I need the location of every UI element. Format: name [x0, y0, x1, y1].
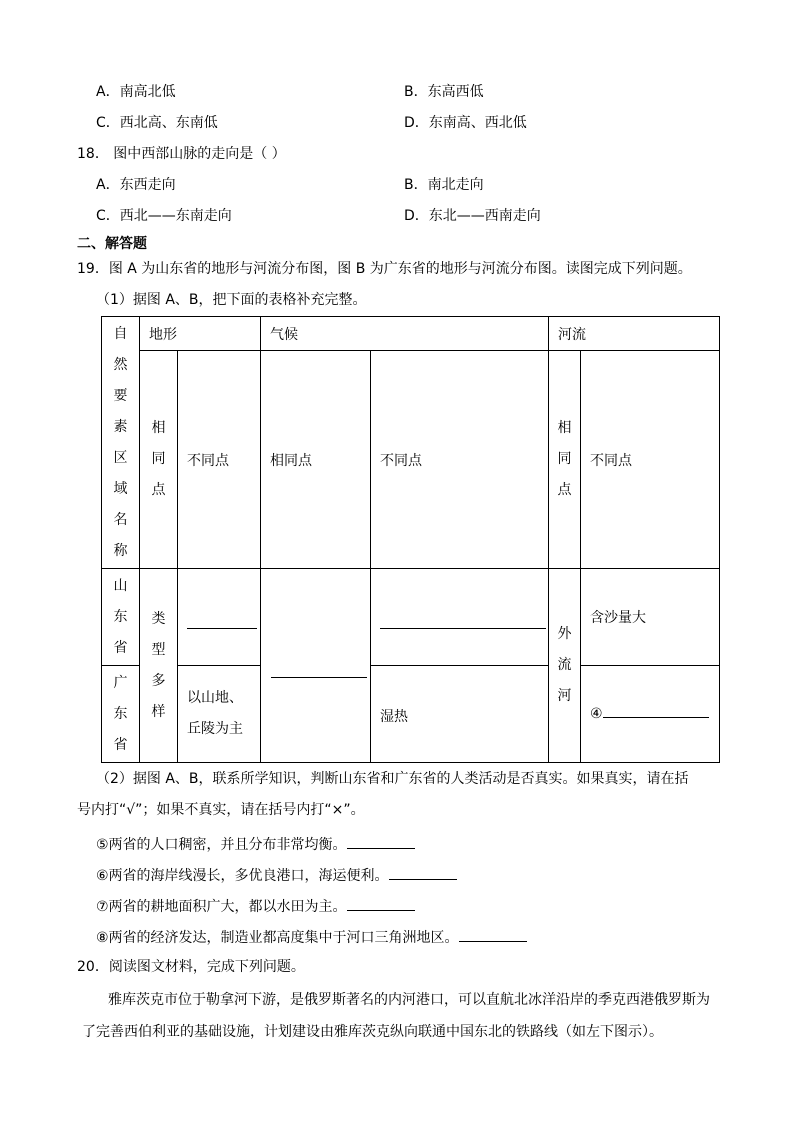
river-header: 河流: [549, 317, 720, 351]
gd-river-diff: ④: [581, 666, 720, 763]
q17-option-d: D．东南高、西北低: [404, 115, 527, 131]
statement-7: ⑦两省的耕地面积广大，都以水田为主。: [96, 896, 415, 916]
gd-climate-diff: 湿热: [371, 666, 549, 763]
q19-part1: （1）据图 A、B，把下面的表格补充完整。: [96, 292, 367, 308]
answer-blank-7[interactable]: [347, 896, 415, 911]
river-diff-header: 不同点: [581, 351, 720, 569]
statement-5: ⑤两省的人口稠密，并且分布非常均衡。: [96, 834, 415, 854]
sd-terrain-diff-blank: [178, 569, 261, 666]
climate-diff-header: 不同点: [371, 351, 549, 569]
terrain-header: 地形: [140, 317, 261, 351]
q17-option-b: B．东高西低: [404, 84, 484, 100]
climate-header: 气候: [261, 317, 549, 351]
q18-option-c: C．西北——东南走向: [96, 208, 232, 224]
terrain-same-value: 类 型 多 样: [140, 569, 178, 763]
natural-factor-header: 自 然 要 素 区 域 名 称: [102, 317, 140, 569]
q19-part2-line2: 号内打“√”；如果不真实，请在括号内打“×”。: [77, 802, 365, 818]
comparison-table: [101, 316, 720, 763]
section-title: 二、解答题: [77, 236, 147, 252]
q18-option-a: A．东西走向: [96, 177, 176, 193]
q17-option-a: A．南高北低: [96, 84, 176, 100]
statement-8: ⑧两省的经济发达，制造业都高度集中于河口三角洲地区。: [96, 927, 527, 947]
river-same-value: 外 流 河: [549, 569, 581, 763]
river-same-header: 相 同 点: [549, 351, 581, 569]
q18-stem: 18． 图中西部山脉的走向是（ ）: [77, 146, 286, 162]
sd-climate-diff-blank: [371, 569, 549, 666]
sd-river-diff: 含沙量大: [581, 569, 720, 666]
q18-option-d: D．东北——西南走向: [404, 208, 541, 224]
terrain-diff-header: 不同点: [178, 351, 261, 569]
terrain-same-header: 相 同 点: [140, 351, 178, 569]
q19-stem: 19．图 A 为山东省的地形与河流分布图，图 B 为广东省的地形与河流分布图。读图完成下列问题。: [77, 261, 692, 277]
q20-passage: 雅库茨克市位于勒拿河下游，是俄罗斯著名的内河港口，可以直航北冰洋沿岸的季克西港俄罗斯为了完善西伯利亚的基础设施，计划建设由雅库茨克纵向联通中国东北的铁路线（如左下图示）。: [82, 992, 710, 1040]
answer-blank-8[interactable]: [459, 927, 527, 942]
q17-option-c: C．西北高、东南低: [96, 115, 218, 131]
q18-option-b: B．南北走向: [404, 177, 484, 193]
gd-terrain-diff: 以山地、 丘陵为主: [178, 666, 261, 763]
q19-part2-line1: （2）据图 A、B，联系所学知识，判断山东省和广东省的人类活动是否真实。如果真实，请在括: [96, 771, 689, 787]
q20-stem: 20．阅读图文材料，完成下列问题。: [77, 959, 305, 975]
shandong-label: 山 东 省: [102, 569, 140, 666]
statement-6: ⑥两省的海岸线漫长，多优良港口，海运便利。: [96, 865, 457, 885]
guangdong-label: 广 东 省: [102, 666, 140, 763]
answer-blank-6[interactable]: [389, 865, 457, 880]
climate-same-blank: [261, 569, 371, 763]
answer-blank-5[interactable]: [347, 834, 415, 849]
climate-same-header: 相同点: [261, 351, 371, 569]
